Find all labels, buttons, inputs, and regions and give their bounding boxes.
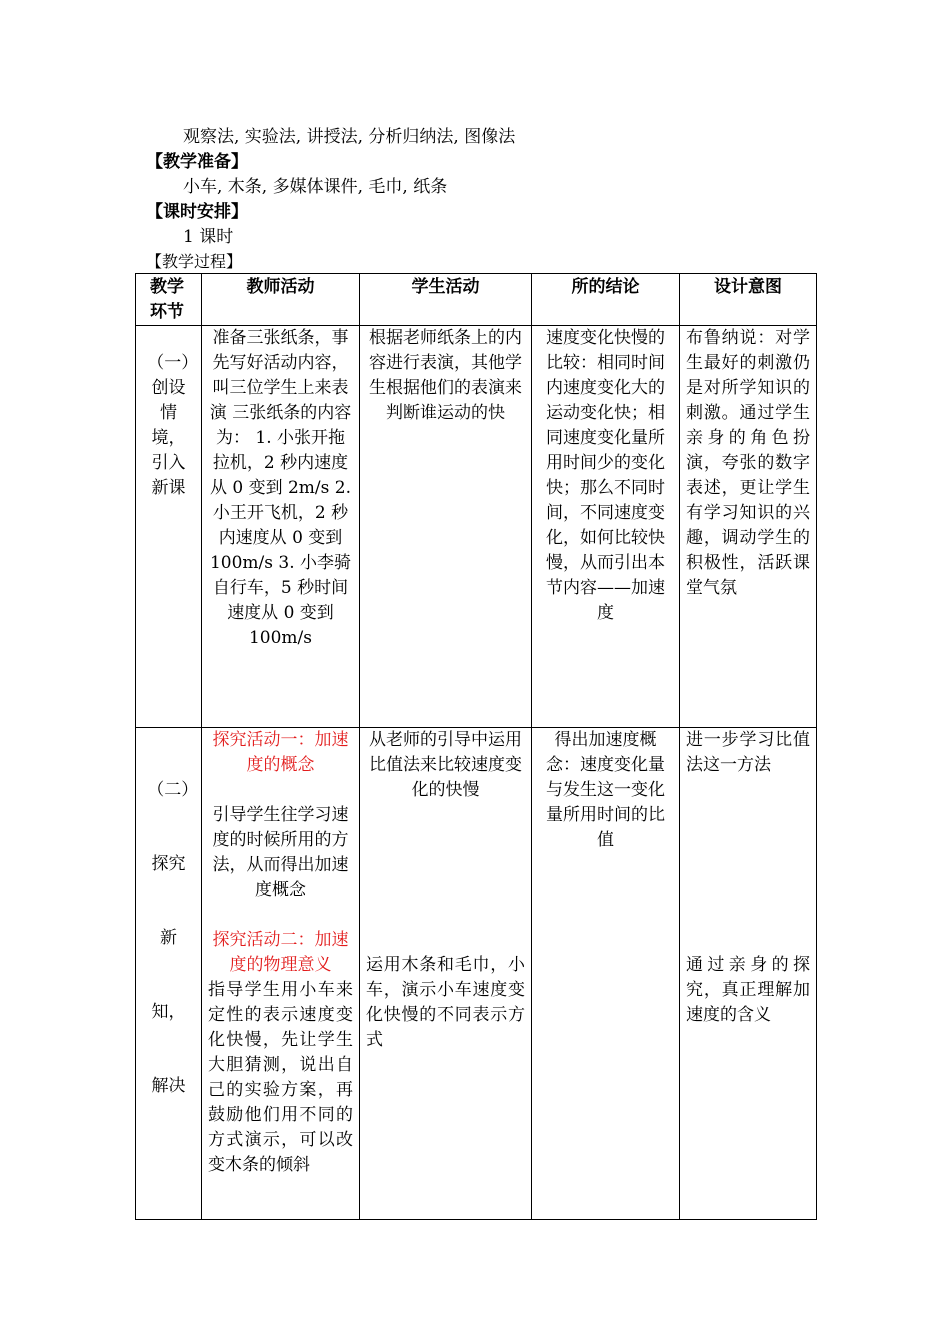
schedule-heading: 【课时安排】 xyxy=(146,202,248,222)
conclusion-cell: 速度变化快慢的比较：相同时间内速度变化大的运动变化快；相同速度变化量所用时间少的变化快；那么不同时间，不同速度变化，如何比较快慢，从而引出本节内容——加速度 xyxy=(532,326,680,728)
teacher-activity-cell: 准备三张纸条，事先写好活动内容，叫三位学生上来表演 三张纸条的内容为： 1. 小张开拖拉机，2 秒内速度从 0 变到 2m/s 2. 小王开飞机，2 秒内速度从 0 变到 100m/s 3. 小李骑自行车，5 秒时间速度从 0 变到 100m/s xyxy=(202,326,360,728)
table-header-row xyxy=(136,274,817,326)
header-conclusion: 所的结论 xyxy=(532,274,680,326)
teaching-methods-text: 观察法, 实验法, 讲授法, 分析归纳法, 图像法 xyxy=(183,127,516,147)
student-activity-cell xyxy=(360,728,532,1220)
table-row xyxy=(136,728,817,1220)
activity-one-title: 探究活动一：加速度的概念 xyxy=(212,730,349,775)
stage-cell xyxy=(136,728,202,1220)
conclusion-cell: 得出加速度概念：速度变化量与发生这一变化量所用时间的比值 xyxy=(532,728,680,1220)
activity-one-text: 引导学生往学习速度的时候所用的方法，从而得出加速度概念 xyxy=(212,805,349,900)
prep-heading: 【教学准备】 xyxy=(146,152,248,172)
schedule-text: 1 课时 xyxy=(183,227,234,247)
header-teacher: 教师活动 xyxy=(202,274,360,326)
student-activity-cell: 根据老师纸条上的内容进行表演，其他学生根据他们的表演来判断谁运动的快 xyxy=(360,326,532,728)
design-intent-cell xyxy=(680,728,817,1220)
intent-two: 通过亲身的探究，真正理解加速度的含义 xyxy=(686,955,810,1025)
activity-two-title: 探究活动二：加速度的物理意义 xyxy=(212,930,349,975)
student-activity-two: 运用木条和毛巾，小车，演示小车速度变化快慢的不同表示方式 xyxy=(366,955,525,1050)
header-stage: 教学环节 xyxy=(136,274,202,326)
student-activity-one: 从老师的引导中运用比值法来比较速度变化的快慢 xyxy=(369,730,522,800)
stage-text: （二）探究新知，解决 xyxy=(147,780,190,1096)
teaching-process-table xyxy=(135,273,817,1220)
process-heading: 【教学过程】 xyxy=(146,252,243,271)
header-student: 学生活动 xyxy=(360,274,532,326)
intent-one: 进一步学习比值法这一方法 xyxy=(686,730,810,775)
activity-two-text: 指导学生用小车来定性的表示速度变化快慢，先让学生大胆猜测，说出自己的实验方案，再鼓励他们用不同的方式演示，可以改变木条的倾斜 xyxy=(208,980,353,1175)
prep-text: 小车, 木条, 多媒体课件, 毛巾, 纸条 xyxy=(183,177,448,197)
stage-cell: （一）创设情境，引入新课 xyxy=(136,326,202,728)
header-intent: 设计意图 xyxy=(680,274,817,326)
teacher-activity-cell xyxy=(202,728,360,1220)
design-intent-cell: 布鲁纳说：对学生最好的刺激仍是对所学知识的刺激。通过学生亲身的角色扮演，夸张的数字表述，更让学生有学习知识的兴趣，调动学生的积极性，活跃课堂气氛 xyxy=(680,326,817,728)
table-row xyxy=(136,326,817,728)
